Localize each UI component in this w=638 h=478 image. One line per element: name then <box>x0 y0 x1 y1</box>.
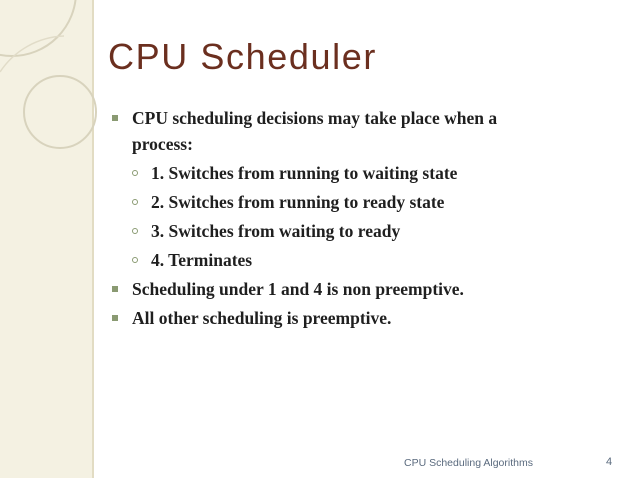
ring-bullet-icon <box>132 170 138 176</box>
bullet-text: CPU scheduling decisions may take place when a <box>132 108 498 128</box>
sub-bullet-text: 4. Terminates <box>151 250 253 270</box>
slide-title: CPU Scheduler <box>108 36 377 77</box>
square-bullet-icon <box>112 315 118 321</box>
sub-bullet-text: 1. Switches from running to waiting state <box>151 163 458 183</box>
bullet-text: Scheduling under 1 and 4 is non preemptive. <box>132 279 464 299</box>
bullet-item-continuation <box>108 130 608 159</box>
square-bullet-icon <box>112 115 118 121</box>
sub-bullet-item <box>108 188 608 217</box>
sub-bullet-item <box>108 246 608 275</box>
ring-bullet-icon <box>132 257 138 263</box>
slide-footer: CPU Scheduling Algorithms <box>404 457 533 469</box>
sub-bullet-item <box>108 217 608 246</box>
sub-bullet-item <box>108 159 608 188</box>
bullet-text: process: <box>132 134 193 154</box>
sub-bullet-text: 2. Switches from running to ready state <box>151 192 445 212</box>
page-number: 4 <box>606 456 613 468</box>
ring-bullet-icon <box>132 228 138 234</box>
bullet-item <box>108 104 608 133</box>
bullet-item <box>108 304 608 333</box>
bullet-item <box>108 275 608 304</box>
sub-bullet-text: 3. Switches from waiting to ready <box>151 221 401 241</box>
ring-bullet-icon <box>132 199 138 205</box>
square-bullet-icon <box>112 286 118 292</box>
bullet-list <box>108 104 608 333</box>
bullet-text: All other scheduling is preemptive. <box>132 308 392 328</box>
